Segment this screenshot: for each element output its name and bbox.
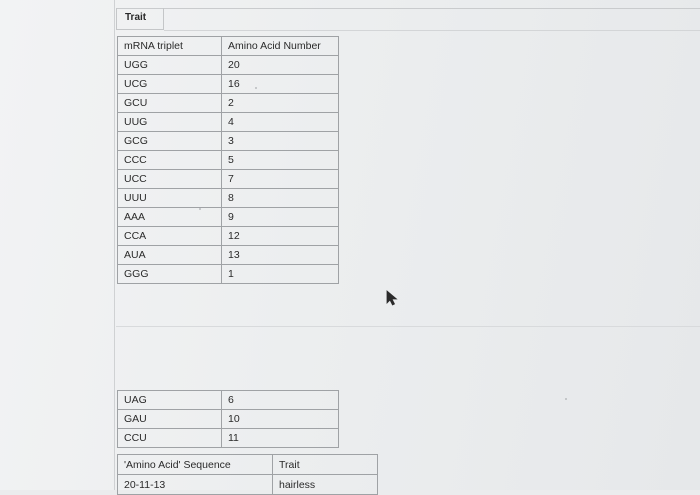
paper-speck — [565, 398, 567, 400]
paper-speck — [199, 208, 201, 210]
number-cell: 12 — [222, 227, 339, 246]
triplet-cell: UGG — [118, 56, 222, 75]
triplet-cell: GCG — [118, 132, 222, 151]
number-cell: 13 — [222, 246, 339, 265]
table-row — [118, 208, 339, 227]
paper-speck — [255, 87, 257, 89]
triplet-cell: CCA — [118, 227, 222, 246]
triplet-cell: UUU — [118, 189, 222, 208]
number-cell: 8 — [222, 189, 339, 208]
table-row — [118, 227, 339, 246]
section-divider — [116, 326, 700, 327]
table-row — [118, 151, 339, 170]
number-cell: 20 — [222, 56, 339, 75]
column-header-sequence: 'Amino Acid' Sequence — [118, 455, 273, 475]
triplet-cell: UAG — [118, 391, 222, 410]
number-cell: 11 — [222, 429, 339, 448]
triplet-cell: AAA — [118, 208, 222, 227]
number-cell: 1 — [222, 265, 339, 284]
table-row — [118, 391, 339, 410]
number-cell: 3 — [222, 132, 339, 151]
triplet-cell: UCG — [118, 75, 222, 94]
table-header-row — [118, 37, 339, 56]
number-cell: 7 — [222, 170, 339, 189]
table-row — [118, 94, 339, 113]
table-row — [118, 475, 378, 495]
table-row — [118, 170, 339, 189]
triplet-cell: GGG — [118, 265, 222, 284]
column-header-mrna: mRNA triplet — [118, 37, 222, 56]
number-cell: 4 — [222, 113, 339, 132]
trait-cell: hairless — [273, 475, 378, 495]
column-header-trait: Trait — [273, 455, 378, 475]
triplet-cell: CCC — [118, 151, 222, 170]
triplet-cell: UUG — [118, 113, 222, 132]
table-row — [118, 265, 339, 284]
extra-codon-table — [117, 390, 339, 448]
column-header-amino-acid: Amino Acid Number — [222, 37, 339, 56]
triplet-cell: GCU — [118, 94, 222, 113]
left-margin-rule — [114, 0, 115, 490]
mouse-pointer-icon — [386, 290, 400, 306]
sequence-cell: 20-11-13 — [118, 475, 273, 495]
number-cell: 2 — [222, 94, 339, 113]
table-row — [118, 113, 339, 132]
table-header-row — [118, 455, 378, 475]
table-row — [118, 75, 339, 94]
triplet-cell: CCU — [118, 429, 222, 448]
triplet-cell: GAU — [118, 410, 222, 429]
table-row — [118, 410, 339, 429]
table-row — [118, 246, 339, 265]
codon-table — [117, 36, 339, 284]
trait-header-cell: Trait — [116, 8, 164, 30]
table-row — [118, 132, 339, 151]
number-cell: 6 — [222, 391, 339, 410]
triplet-cell: AUA — [118, 246, 222, 265]
table-row — [118, 56, 339, 75]
number-cell: 10 — [222, 410, 339, 429]
table-row — [118, 429, 339, 448]
number-cell: 9 — [222, 208, 339, 227]
number-cell: 5 — [222, 151, 339, 170]
sequence-table — [117, 454, 378, 495]
triplet-cell: UCC — [118, 170, 222, 189]
header-bottom-rule — [164, 30, 700, 31]
number-cell: 16 — [222, 75, 339, 94]
table-row — [118, 189, 339, 208]
top-rule — [116, 8, 700, 9]
